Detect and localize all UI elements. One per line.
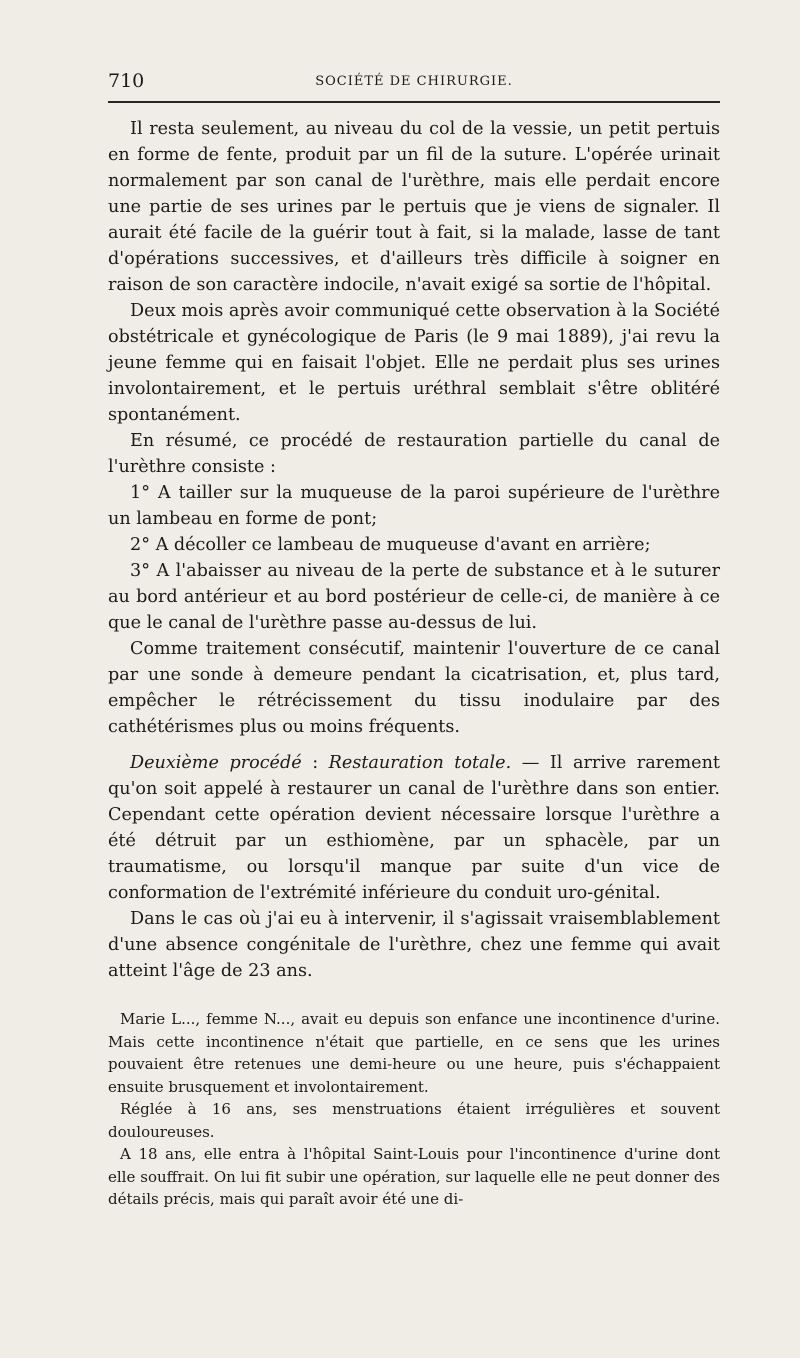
list-item: 2° A décoller ce lambeau de muqueuse d'avant en arrière; [130,535,651,555]
paragraph: Comme traitement consécutif, maintenir l'ouverture de ce canal par une sonde à demeure pendant la cicatrisation, et, plus tard, empêcher le rétrécissement du tissu inodulaire par des cathétérismes plus ou moins fréquents. [108,639,720,737]
paragraph: Il resta seulement, au niveau du col de la vessie, un petit pertuis en forme de fente, produit par un fil de la suture. L'opérée urinait normalement par son canal de l'urèthre, mais elle perdait encore une partie de ses urines par le pertuis que je viens de signaler. Il aurait été facile de la guérir tout à fait, si la malade, lasse de tant d'opérations successives, et d'ailleurs très difficile à soigner en raison de son caractère indocile, n'avait exigé sa sortie de l'hôpital. [108,119,720,295]
procedure-text: — Il arrive rarement qu'on soit appelé à restaurer un canal de l'urèthre dans son entier. Cependant cette opération devient nécessaire lorsque l'urèthre a été détruit par un esthiomène, par un sphacèle, par un traumatisme, ou lorsqu'il manque par suite d'un vice de conformation de l'extrémité inférieure du conduit uro-génital. [108,753,721,903]
page-header [108,70,720,96]
main-text [108,116,720,1211]
observation-paragraph: A 18 ans, elle entra à l'hôpital Saint-Louis pour l'incontinence d'urine dont elle souffrait. On lui fit subir une opération, sur laquelle elle ne peut donner des détails précis, mais qui paraît avoir été une di- [108,1145,720,1208]
page-number: 710 [108,70,145,92]
procedure-separator: : [301,753,329,773]
observation-paragraph: Marie L..., femme N..., avait eu depuis son enfance une incontinence d'urine. Mais cette incontinence n'était que partielle, en ce sens que les urines pouvaient être retenues une demi-heure ou une heure, puis s'échappaient ensuite brusquement et involontairement. [108,1010,720,1096]
header-rule [108,101,720,103]
observation-paragraph: Réglée à 16 ans, ses menstruations étaient irrégulières et souvent douloureuses. [108,1100,720,1141]
running-title: SOCIÉTÉ DE CHIRURGIE. [315,74,513,89]
paragraph: En résumé, ce procédé de restauration partielle du canal de l'urèthre consiste : [108,431,720,477]
paragraph: Deux mois après avoir communiqué cette observation à la Société obstétricale et gynécologique de Paris (le 9 mai 1889), j'ai revu la jeune femme qui en faisait l'objet. Elle ne perdait plus ses urines involontairement, et le pertuis uréthral semblait s'être oblitéré spontanément. [108,301,721,425]
observation [108,1008,720,1211]
procedure-title: Restauration totale. [328,753,512,773]
paragraph: Dans le cas où j'ai eu à intervenir, il s'agissait vraisemblablement d'une absence congénitale de l'urèthre, chez une femme qui avait atteint l'âge de 23 ans. [108,909,720,981]
list-item: 3° A l'abaisser au niveau de la perte de substance et à le suturer au bord antérieur et au bord postérieur de celle-ci, de manière à ce que le canal de l'urèthre passe au-dessus de lui. [108,561,720,633]
list-item: 1° A tailler sur la muqueuse de la paroi supérieure de l'urèthre un lambeau en forme de pont; [108,483,720,529]
second-procedure-paragraph [108,750,720,906]
procedure-label: Deuxième procédé [130,753,302,773]
